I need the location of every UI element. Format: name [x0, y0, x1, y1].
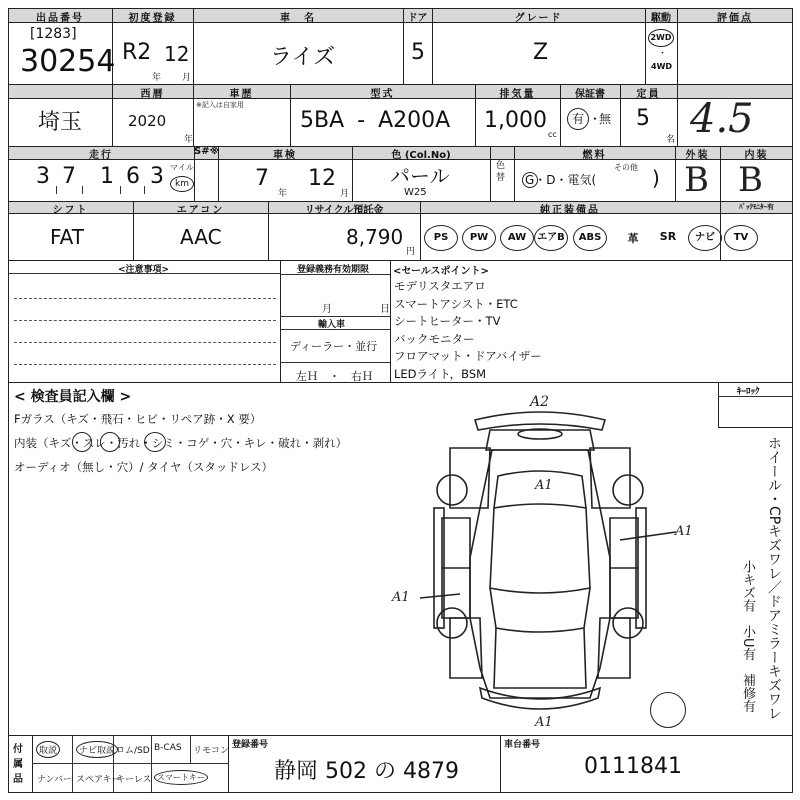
model-label: 型式: [370, 89, 395, 100]
drive-separator: ・: [658, 49, 668, 59]
selling-point: バックモニター: [394, 331, 475, 346]
first-reg-month: 12: [164, 42, 190, 66]
exterior-grade: B: [684, 160, 709, 200]
handle-side: 左Ｈ ・ 右Ｈ: [296, 370, 373, 383]
equipment-6: SR: [659, 230, 677, 243]
score-label: 評価点: [717, 13, 753, 24]
inspection-title: < 検査員記入欄 >: [14, 389, 132, 405]
aircon-label: エアコン: [176, 205, 225, 216]
accessory-item: ナビ取説: [76, 741, 118, 758]
shaken-year-unit: 年: [278, 189, 288, 199]
mileage-digit: 3: [150, 164, 164, 189]
equipment-8: TV: [724, 225, 758, 251]
color-name: パール: [390, 164, 450, 188]
car-diagram: [380, 398, 680, 728]
doors-label: ドア: [407, 13, 428, 24]
recycle-value: 8,790: [346, 225, 404, 249]
rule: [390, 260, 391, 382]
interior-scuff-circle: [100, 432, 120, 452]
keylock-label: ｷｰﾛｯｸ: [737, 387, 760, 397]
mark-right-door: A1: [675, 524, 693, 539]
shaken-label: 車検: [273, 150, 297, 161]
lot-label: 出品番号: [36, 13, 84, 24]
grade-value: Z: [533, 40, 549, 65]
rule: [190, 735, 191, 763]
drive-2wd-selected: 2WD: [648, 29, 674, 47]
warranty-yes-selected: 有: [567, 108, 589, 130]
reg-number: 静岡 502 の 4879: [274, 759, 459, 784]
shaken-year: 7: [255, 166, 269, 191]
inspection-line-interior: 内装（キズ・スレ・汚れ・シミ・コゲ・穴・キレ・破れ・剥れ）: [14, 436, 348, 450]
interior-stain-circle: [144, 432, 166, 452]
displacement-label: 排気量: [499, 89, 536, 100]
selling-point: スマートアシスト・ETC: [394, 296, 518, 311]
wheel-mirror-note: ホイール・CPキズワレ／ドアミラーキズワレ: [766, 436, 782, 721]
interior-label: 内装: [744, 150, 769, 161]
rule: [280, 260, 281, 382]
history-note: ※記入は自家用: [196, 101, 244, 109]
mileage-digit: 6: [126, 164, 140, 189]
interior-grade: B: [738, 160, 763, 200]
mark-front-bumper: A1: [535, 715, 553, 730]
drive-4wd: 4WD: [651, 62, 673, 71]
chassis-number: 0111841: [584, 754, 682, 779]
equipment-0: PS: [424, 225, 458, 251]
color-label: 色 (Col.No): [391, 150, 451, 161]
month-unit: 月: [182, 73, 192, 83]
rule: [72, 735, 73, 793]
history-label: 車歴: [229, 89, 254, 100]
fuel-close-paren: ): [652, 166, 660, 190]
shift-label: シフト: [52, 205, 89, 216]
color-change-label: 色替: [496, 161, 506, 183]
car-name: ライズ: [270, 45, 336, 70]
reg-expiry-month: 月: [322, 304, 332, 315]
accessory-item: キーレス: [116, 775, 152, 785]
equipment-label: 純正装備品: [540, 205, 600, 216]
digit-divider: [56, 186, 57, 194]
rule: [32, 763, 228, 764]
note-line: [14, 342, 276, 343]
inspection-line-audio: オーディオ（無し・穴）/ タイヤ（スタッドレス）: [14, 460, 274, 474]
color-code: W25: [404, 187, 427, 198]
selling-point: LEDライト，BSM: [394, 366, 487, 381]
shift-value: FAT: [50, 225, 85, 249]
accessories-label: 付属品: [13, 744, 23, 785]
selling-point: フロアマット・ドアバイザー: [394, 349, 542, 363]
drive-label: 駆動: [651, 13, 671, 24]
selling-points-label: <セールスポイント>: [393, 266, 489, 277]
shaken-month-unit: 月: [340, 189, 350, 199]
accessory-item: スペアキー: [76, 775, 121, 785]
rule: [490, 146, 491, 201]
mark-rear-spoiler: A2: [530, 394, 550, 410]
mile-unit: マイル: [170, 163, 194, 172]
rule: [32, 735, 33, 793]
rule: [8, 735, 793, 736]
accessory-item: リモコン: [193, 746, 230, 756]
aircon-value: AAC: [180, 225, 222, 249]
region: 埼玉: [38, 110, 83, 135]
selling-point: モデリスタエアロ: [394, 279, 486, 293]
equipment-3: エアB: [534, 225, 568, 251]
fuel-options: G・D・電気(: [525, 173, 597, 187]
model-value: 5BA - A200A: [300, 108, 451, 133]
digit-divider: [144, 186, 145, 194]
caution-label: <注意事項>: [118, 265, 170, 275]
lot-bracket: [1283]: [30, 26, 77, 42]
year-unit: 年: [152, 73, 162, 83]
recycle-unit: 円: [406, 247, 416, 257]
displacement-value: 1,000: [484, 108, 547, 133]
year-value-unit: 年: [184, 135, 194, 145]
mark-left-door: A1: [392, 590, 410, 605]
equipment-2: AW: [500, 225, 534, 251]
equipment-5: 革: [627, 232, 639, 245]
shaken-month: 12: [308, 166, 336, 191]
mark-roof: A1: [535, 478, 553, 493]
accessory-item: ロム/SD: [116, 746, 150, 756]
accessory-item: 取説: [36, 741, 60, 758]
first-reg-era-year: R2: [122, 40, 152, 65]
capacity-unit: 名: [666, 135, 676, 145]
capacity-value: 5: [636, 106, 650, 131]
rule: [280, 362, 390, 363]
accessory-item: スマートキー: [154, 770, 208, 785]
repair-status-note: 小キズ有 小U有 補修有: [740, 560, 755, 713]
exterior-label: 外装: [685, 150, 710, 161]
equipment-7: ナビ: [688, 225, 722, 251]
selling-point: シートヒーター・TV: [394, 314, 501, 328]
mileage-digit: 1: [100, 164, 114, 189]
rule: [8, 382, 793, 383]
rule: [500, 735, 501, 793]
km-unit-selected: km: [170, 176, 194, 192]
mileage-digit: 7: [62, 164, 76, 189]
rule: [677, 8, 678, 146]
lot-number: 30254: [20, 44, 116, 79]
fuel-label: 燃料: [582, 150, 607, 161]
interior-scratch-circle: [72, 432, 92, 452]
digit-divider: [120, 186, 121, 194]
note-line: [14, 298, 276, 299]
year-value: 2020: [128, 112, 167, 130]
doors-value: 5: [411, 40, 425, 65]
reg-expiry-day: 日: [380, 304, 390, 315]
fuel-other-label: その他: [614, 163, 638, 172]
year-label: 西暦: [140, 89, 165, 100]
note-line: [14, 364, 276, 365]
grade-label: グレード: [514, 13, 563, 24]
warranty-label: 保証書: [575, 89, 605, 100]
accessory-item: B-CAS: [154, 743, 182, 753]
mileage-digit: 3: [36, 164, 50, 189]
warranty-no: 無: [599, 112, 612, 126]
reg-expiry-label: 登録義務有効期限: [297, 265, 370, 275]
equipment-1: PW: [462, 225, 496, 251]
chassis-label: 車台番号: [504, 740, 541, 750]
keyless-label: ﾊﾞｯｸﾓﾆﾀｰ有: [739, 203, 774, 211]
equipment-4: ABS: [573, 225, 607, 251]
accessory-item: ナンバー: [37, 775, 72, 785]
digit-divider: [82, 186, 83, 194]
spare-tire: [650, 692, 686, 728]
inspection-line-glass: Fガラス（キズ・飛石・ヒビ・リペア跡・X 要）: [14, 412, 262, 426]
mileage-label: 走行: [89, 150, 113, 161]
score-value: 4.5: [690, 96, 754, 142]
capacity-label: 定員: [636, 89, 661, 100]
dealer-parallel: ディーラー・並行: [290, 340, 378, 353]
car-name-label: 車 名: [280, 13, 316, 24]
import-label: 輸入車: [318, 320, 346, 330]
recycle-label: リサイクル預託金: [304, 205, 384, 216]
displacement-unit: cc: [548, 130, 557, 139]
note-line: [14, 320, 276, 321]
first-reg-label: 初度登録: [128, 13, 177, 24]
s-label: S#※: [194, 146, 220, 157]
rule: [8, 260, 793, 261]
reg-number-label: 登録番号: [232, 740, 269, 750]
warranty-sep: ・: [589, 112, 602, 126]
